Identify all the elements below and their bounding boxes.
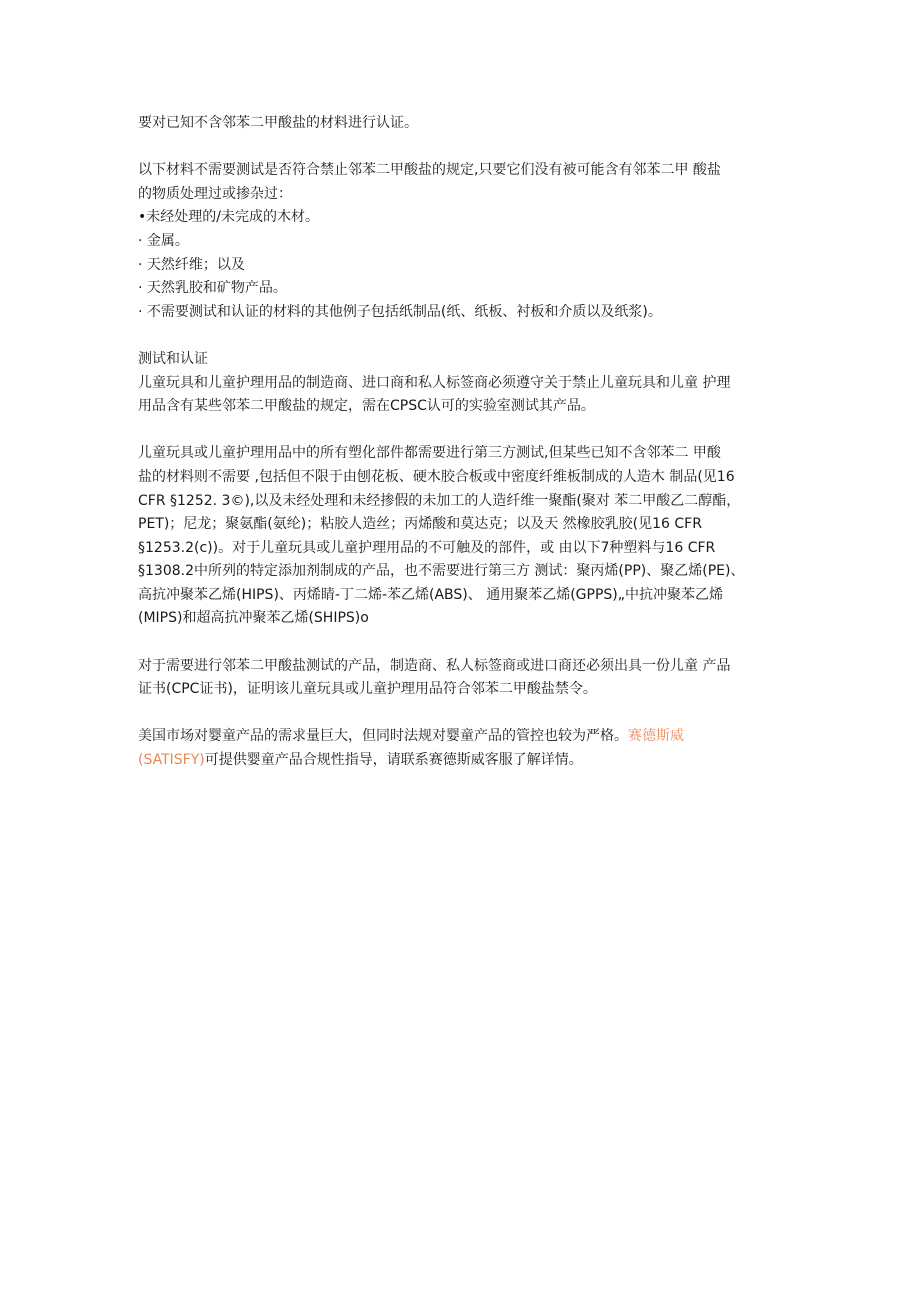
closing-text-2: 可提供婴童产品合规性指导，请联系赛德斯威客服了解详情。 bbox=[204, 752, 583, 769]
closing-text-1: 美国市场对婴童产品的需求量巨大，但同时法规对婴童产品的管控也较为严格。 bbox=[138, 728, 628, 745]
plastics-line-2: 盐的材料则不需要 ,包括但不限于由刨花板、硬木胶合板或中密度纤维板制成的人造木 制品(见16 bbox=[138, 468, 735, 485]
plastics-line-1: 儿童玩具或儿童护理用品中的所有塑化部件都需要进行第三方测试,但某些已知不含邻苯二 甲酸 bbox=[138, 445, 721, 462]
plastics-line-3: CFR §1252. 3©),以及未经处理和未经掺假的未加工的人造纤维一聚酯(聚对 苯二甲酸乙二醇酯， bbox=[138, 492, 741, 509]
paragraph-gap bbox=[138, 631, 788, 655]
section-heading-testing: 测试和认证 bbox=[138, 350, 208, 367]
testing-line-1: 儿童玩具和儿童护理用品的制造商、进口商和私人标签商必须遵守关于禁止儿童玩具和儿童 护理 bbox=[138, 374, 731, 391]
plastics-line-5: §1253.2(c))。对于儿童玩具或儿童护理用品的不可触及的部件，或 由以下7种塑料与16 CFR bbox=[138, 539, 716, 556]
cpc-line-1: 对于需要进行邻苯二甲酸盐测试的产品，制造商、私人标签商或进口商还必须出具一份儿童 产品 bbox=[138, 657, 731, 674]
paragraph-gap bbox=[138, 419, 788, 443]
document-page bbox=[138, 112, 788, 773]
paragraph-gap bbox=[138, 702, 788, 726]
exempt-intro-line-1: 以下材料不需要测试是否符合禁止邻苯二甲酸盐的规定,只要它们没有被可能含有邻苯二甲 酸盐 bbox=[138, 162, 721, 179]
satisfy-link[interactable]: 赛德斯威 bbox=[628, 728, 684, 745]
exempt-item-wood: •未经处理的/未完成的木材。 bbox=[138, 209, 319, 226]
exempt-item-paper: · 不需要测试和认证的材料的其他例子包括纸制品(纸、纸板、衬板和介质以及纸浆)。 bbox=[138, 303, 662, 320]
plastics-line-8: (MIPS)和超高抗冲聚苯乙烯(SHIPS)o bbox=[138, 610, 369, 627]
plastics-line-7: 高抗冲聚苯乙烯(HIPS)、丙烯睛-丁二烯-苯乙烯(ABS)、 通用聚苯乙烯(GPPS)„中抗冲聚苯乙烯 bbox=[138, 586, 724, 603]
closing-line-1 bbox=[138, 725, 788, 749]
cpc-line-2: 证书(CPC证书)，证明该儿童玩具或儿童护理用品符合邻苯二甲酸盐禁令。 bbox=[138, 681, 597, 698]
plastics-line-4: PET)；尼龙；聚氨酯(氨纶)；粘胶人造丝；丙烯酸和莫达克；以及天 然橡胶乳胶(见16 CFR bbox=[138, 516, 702, 533]
plastics-line-6: §1308.2中所列的特定添加剂制成的产品，也不需要进行第三方 测试：聚丙烯(PP)、聚乙烯(PE)、 bbox=[138, 563, 745, 580]
paragraph-gap bbox=[138, 324, 788, 348]
exempt-item-fiber: · 天然纤维；以及 bbox=[138, 256, 245, 273]
exempt-intro-line-2: 的物质处理过或掺杂过： bbox=[138, 185, 292, 202]
testing-line-2: 用品含有某些邻苯二甲酸盐的规定，需在CPSC认可的实验室测试其产品。 bbox=[138, 398, 595, 415]
satisfy-link-en[interactable]: (SATISFY) bbox=[138, 752, 205, 769]
closing-line-2 bbox=[138, 749, 788, 773]
exempt-item-metal: · 金属。 bbox=[138, 232, 189, 249]
exempt-item-latex: · 天然乳胶和矿物产品。 bbox=[138, 280, 287, 297]
paragraph-gap bbox=[138, 136, 788, 160]
intro-line: 要对已知不含邻苯二甲酸盐的材料进行认证。 bbox=[138, 115, 418, 131]
